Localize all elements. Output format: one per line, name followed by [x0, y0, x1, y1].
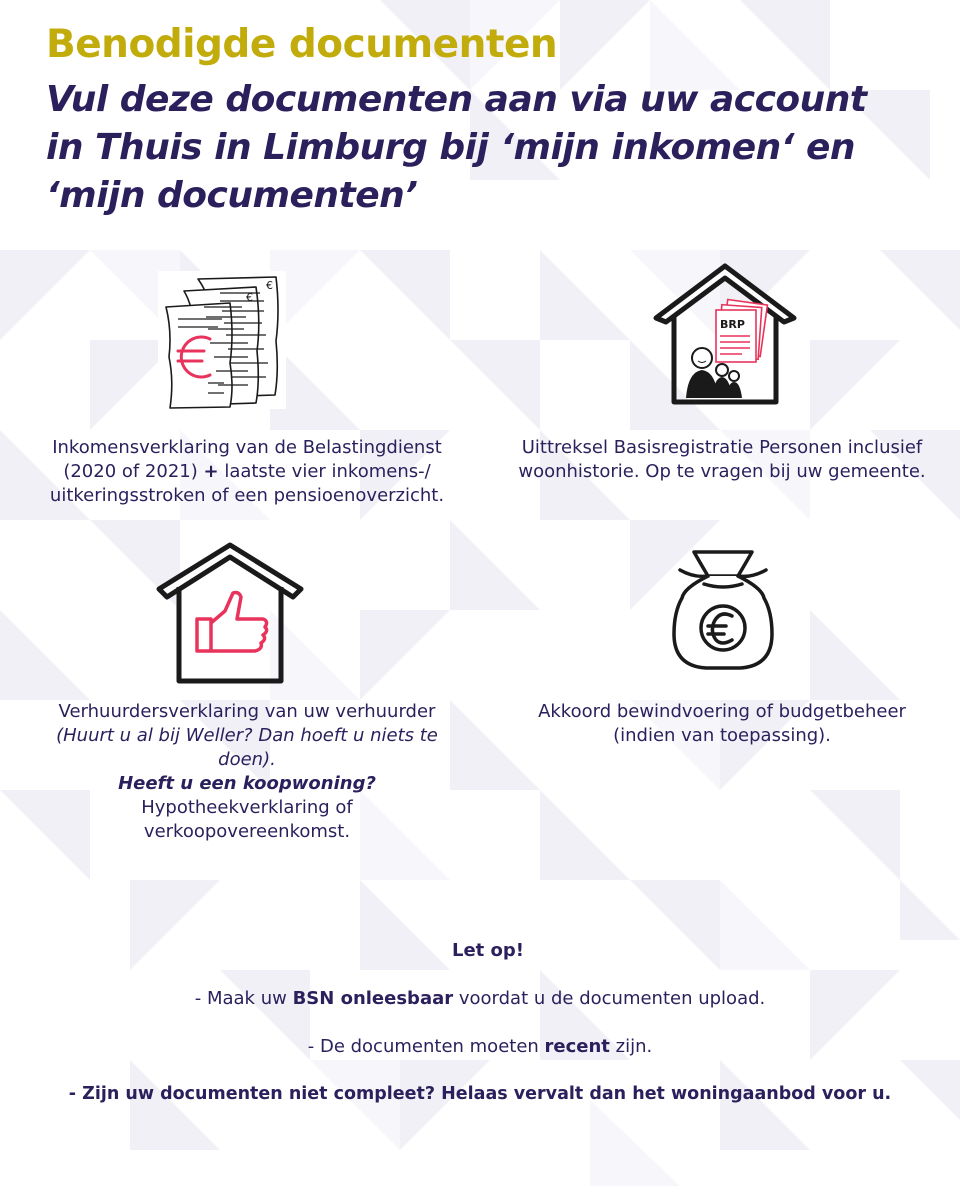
- notice-item-bsn-bold: BSN onleesbaar: [292, 988, 454, 1009]
- notice-item-bsn-prefix: - Maak uw: [194, 988, 293, 1009]
- document-brp-caption: Uittreksel Basisregistratie Personen inclusief woonhistorie. Op te vragen bij uw gemeente.: [518, 437, 926, 482]
- notice-item-recent-bold: recent: [544, 1036, 610, 1057]
- document-guardianship-caption: Akkoord bewindvoering of budgetbeheer (indien van toepassing).: [538, 701, 906, 746]
- weller-tenant-note: (Huurt u al bij Weller? Dan hoeft u niets te doen).: [56, 725, 438, 770]
- mortgage-statement-text: Hypotheekverklaring of verkoopovereenkomst.: [141, 797, 353, 842]
- document-income-caption: [40, 436, 454, 508]
- notice-item-recent-suffix: zijn.: [609, 1036, 653, 1057]
- house-brp-family-icon: [650, 262, 800, 410]
- page-subtitle: Vul deze documenten aan via uw account in Thuis in Limburg bij ‘mijn inkomen‘ en ‘mijn documenten’: [46, 79, 867, 216]
- notice-item-recent: [0, 1036, 960, 1057]
- document-landlord-caption: [40, 700, 454, 844]
- landlord-statement-text: Verhuurdersverklaring van uw verhuurder: [58, 701, 436, 722]
- money-bag-euro-icon: [670, 548, 776, 672]
- notice-item-recent-prefix: - De documenten moeten: [307, 1036, 545, 1057]
- page-title: Benodigde documenten: [46, 22, 558, 67]
- notice-item-bsn: [0, 988, 960, 1009]
- notice-item-incomplete: - Zijn uw documenten niet compleet? Helaas vervalt dan het woningaanbod voor u.: [68, 1084, 892, 1104]
- notice-heading: Let op!: [451, 940, 524, 961]
- brp-label: BRP: [720, 318, 745, 331]
- plus-sign: +: [203, 461, 219, 482]
- income-caption-text: Inkomensverklaring van de Belastingdienst (2020 of 2021): [52, 437, 442, 482]
- income-caption-text-after: laatste vier inkomens-/ uitkeringsstroken of een pensioenoverzicht.: [49, 461, 445, 506]
- svg-text:€: €: [266, 279, 273, 292]
- svg-text:€: €: [246, 291, 253, 304]
- income-documents-euro-icon: [158, 271, 286, 409]
- house-thumbs-up-icon: [155, 541, 305, 687]
- owner-home-question: Heeft u een koopwoning?: [118, 773, 376, 794]
- notice-item-bsn-suffix: voordat u de documenten upload.: [453, 988, 766, 1009]
